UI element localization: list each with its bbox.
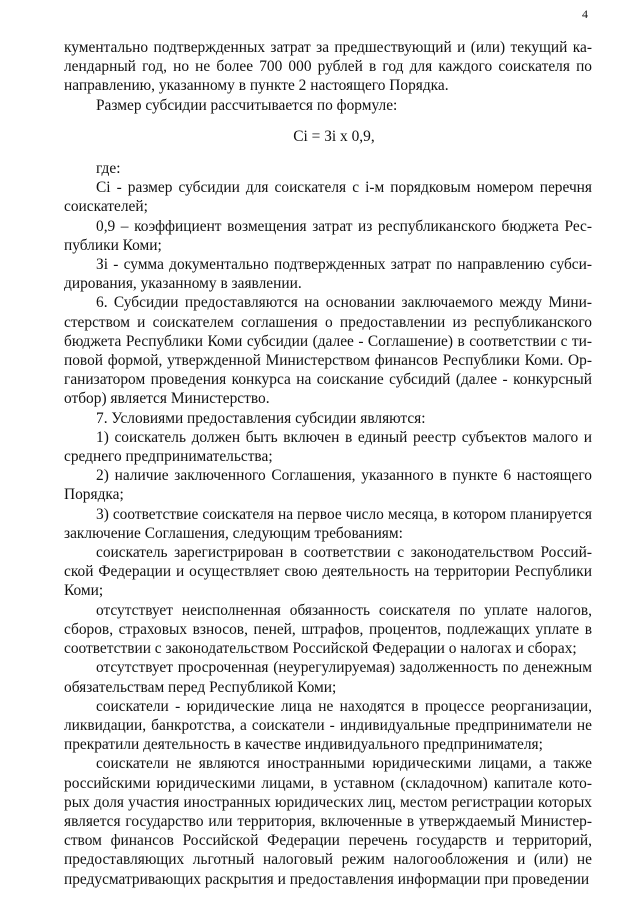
paragraph-condition-1: 1) соискатель должен быть включен в единый реестр субъектов малого и среднего предпринимательства; <box>64 428 592 466</box>
formula: Ci = Зi x 0,9, <box>293 127 375 145</box>
paragraph-continuation: кументально подтвержденных затрат за предшествующий и (или) текущий календарный год, но не более 700 000 рублей в год для каждого соискателя по направлению, указанному в пункте 2 настоящего Порядка. <box>64 39 592 95</box>
document-body <box>64 38 592 889</box>
paragraph-item-7: 7. Условиями предоставления субсидии являются: <box>96 409 426 427</box>
paragraph-definition-ci: Сi - размер субсидии для соискателя с i-м порядковым номером перечня соискателей; <box>64 179 592 216</box>
paragraph-requirement-registration: соискатель зарегистрирован в соответствии с законодательством Российской Федерации и осуществляет свою деятельность на территории Республики Коми; <box>64 544 592 600</box>
paragraph-definition-zi: Зi - сумма документально подтвержденных затрат по направлению субсидирования, указанному в заявлении. <box>64 256 592 293</box>
paragraph-where: где: <box>96 160 121 178</box>
paragraph-requirement-reorganization: соискатели - юридические лица не находятся в процессе реорганизации, ликвидации, банкротства, а соискатели - индивидуальные предприниматели не прекратили деятельность в качестве индивидуального предпринимателя; <box>64 697 592 754</box>
paragraph-requirement-debt: отсутствует просроченная (неурегулируемая) задолженность по денежным обязательствам перед Республикой Коми; <box>64 659 592 696</box>
paragraph-requirement-foreign: соискатели не являются иностранными юридическими лицами, а также российскими юридическими лицами, в уставном (складочном) капитале которых доля участия иностранных юридических лиц, местом регистрации которых является государство или территория, включенные в утверждаемый Министерством финансов Российской Федерации перечень государств и территорий, предоставляющих льготный налоговый режим налогообложения и (или) не предусматривающих раскрытия и предоставления информации при проведении <box>64 755 592 888</box>
page-number: 4 <box>582 7 588 21</box>
paragraph-condition-3: 3) соответствие соискателя на первое число месяца, в котором планируется заключение Соглашения, следующим требованиям: <box>64 505 592 542</box>
paragraph-item-6: 6. Субсидии предоставляются на основании заключаемого между Министерством и соискателем соглашения о предоставлении из республиканского бюджета Республики Коми субсидии (далее - Соглашение) в соответствии с типовой формой, утвержденной Министерством финансов Республики Коми. Организатором проведения конкурса на соискание субсидий (далее - конкурсный отбор) является Министерство. <box>64 294 592 408</box>
paragraph-requirement-taxes: отсутствует неисполненная обязанность соискателя по уплате налогов, сборов, страховых взносов, пеней, штрафов, процентов, подлежащих уплате в соответствии с законодательством Российской Федерации о налогах и сборах; <box>64 601 592 658</box>
paragraph-formula-intro: Размер субсидии рассчитывается по формуле: <box>96 96 398 114</box>
paragraph-condition-2: 2) наличие заключенного Соглашения, указанного в пункте 6 настоящего Порядка; <box>64 467 592 504</box>
paragraph-definition-coefficient: 0,9 – коэффициент возмещения затрат из республиканского бюджета Республики Коми; <box>64 217 592 254</box>
